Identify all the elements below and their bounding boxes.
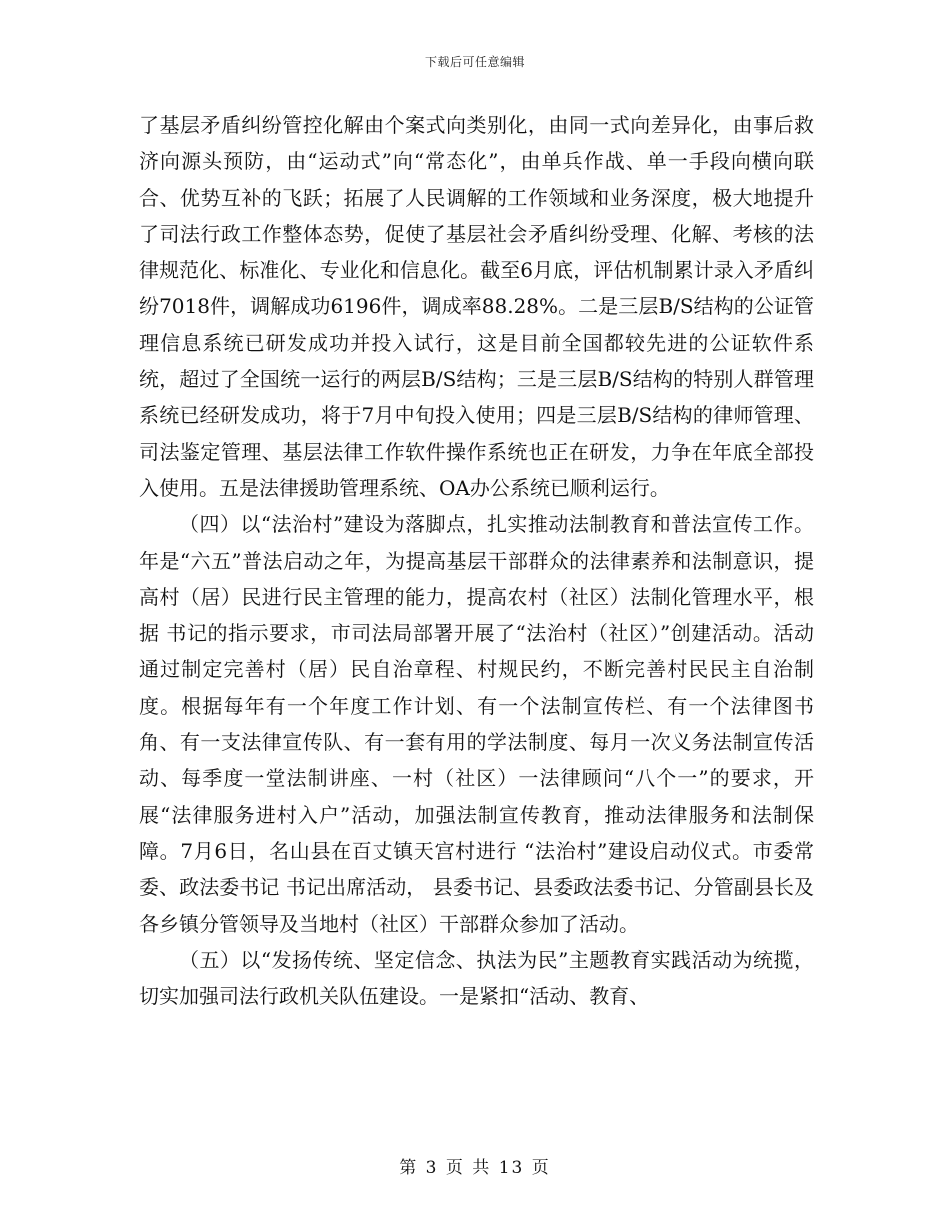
- paragraph-1: 了基层矛盾纠纷管控化解由个案式向类别化，由同一式向差异化，由事后救济向源头预防，由“运动式”向“常态化”，由单兵作战、单一手段向横向联合、优势互补的飞跃；拓展了人民调解的工作领域和业务深度，极大地提升了司法行政工作整体态势，促使了基层社会矛盾纠纷受理、化解、考核的法律规范化、标准化、专业化和信息化。截至6月底，评估机制累计录入矛盾纠纷7018件，调解成功6196件，调成率88.28%。二是三层B/S结构的公证管理信息系统已研发成功并投入试行，这是目前全国都较先进的公证软件系统，超过了全国统一运行的两层B/S结构；三是三层B/S结构的特别人群管理系统已经研发成功，将于7月中旬投入使用；四是三层B/S结构的律师管理、司法鉴定管理、基层法律工作软件操作系统也正在研发，力争在年底全部投入使用。五是法律援助管理系统、OA办公系统已顺利运行。: [139, 113, 814, 500]
- paragraph-2: （四）以“法治村”建设为落脚点，扎实推动法制教育和普法宣传工作。 年是“六五”普法启动之年，为提高基层干部群众的法律素养和法制意识，提高村（居）民进行民主管理的能力，提高农村（社区）法制化管理水平，根据 书记的指示要求，市司法局部署开展了“法治村（社区）”创建活动。活动通过制定完善村（居）民自治章程、村规民约，不断完善村民民主自治制度。根据每年有一个年度工作计划、有一个法制宣传栏、有一个法律图书角、有一支法律宣传队、有一套有用的学法制度、每月一次义务法制宣传活动、每季度一堂法制讲座、一村（社区）一法律顾问“八个一”的要求，开展“法律服务进村入户”活动，加强法制宣传教育，推动法律服务和法制保障。7月6日，名山县在百丈镇天宫村进行 “法治村”建设启动仪式。市委常委、政法委书记 书记出席活动， 县委书记、县委政法委书记、分管副县长及各乡镇分管领导及当地村（社区）干部群众参加了活动。: [139, 512, 814, 936]
- paragraph-3: （五）以“发扬传统、坚定信念、执法为民”主题教育实践活动为统揽，切实加强司法行政机关队伍建设。一是紧扣“活动、教育、: [139, 947, 814, 1009]
- page-footer: 第 3 页 共 13 页: [399, 1158, 551, 1178]
- header-note: 下载后可任意编辑: [424, 55, 525, 69]
- document-body: [139, 107, 814, 1014]
